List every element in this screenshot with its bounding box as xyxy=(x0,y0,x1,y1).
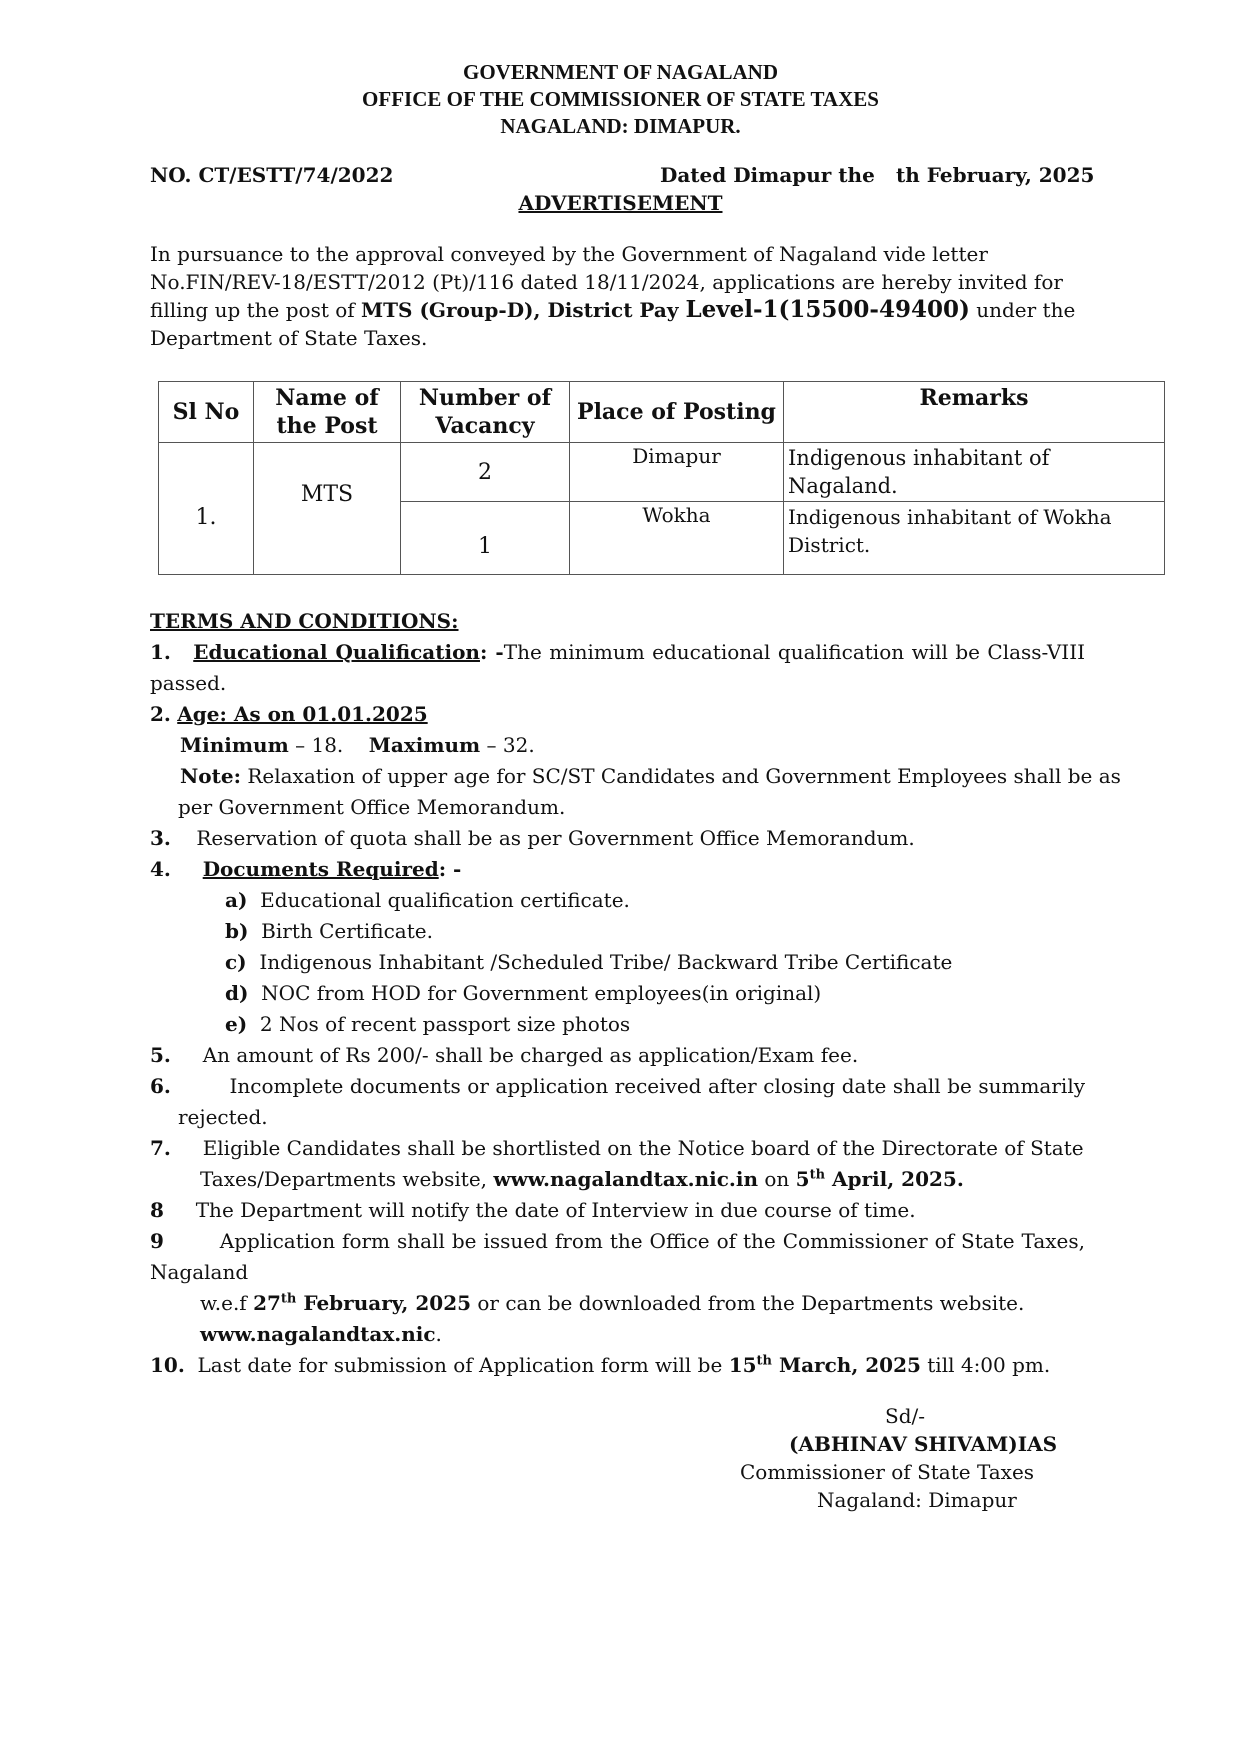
header-vacancy: Number of Vacancy xyxy=(401,382,570,443)
term-5: 5. An amount of Rs 200/- shall be charged as application/Exam fee. xyxy=(150,1043,859,1067)
header-remarks: Remarks xyxy=(784,382,1165,443)
term-2: 2. Age: As on 01.01.2025 xyxy=(150,702,428,726)
term-9-continued: Nagaland xyxy=(150,1260,249,1284)
document-item: c) Indigenous Inhabitant /Scheduled Tribe/ Backward Tribe Certificate xyxy=(225,950,953,974)
header-line-1: GOVERNMENT OF NAGALAND xyxy=(462,60,778,84)
term-2-age-limits: Minimum – 18. Maximum – 32. xyxy=(180,733,535,757)
signatory-designation: Commissioner of State Taxes xyxy=(740,1460,1035,1484)
term-9-website: www.nagalandtax.nic. xyxy=(200,1322,442,1346)
cell-post-name: MTS xyxy=(254,443,401,575)
cell-sl-no: 1. xyxy=(159,443,254,575)
website-link[interactable]: www.nagalandtax.nic xyxy=(200,1322,436,1346)
term-1-continued: passed. xyxy=(150,671,227,695)
document-item: b) Birth Certificate. xyxy=(225,919,433,943)
cell-place: Dimapur xyxy=(570,443,784,502)
dated-prefix: Dated Dimapur the xyxy=(660,163,875,187)
signatory-name: (ABHINAV SHIVAM)IAS xyxy=(789,1432,1058,1456)
table-header-row xyxy=(159,382,1165,443)
terms-and-conditions xyxy=(150,606,1121,1381)
cell-vacancy: 2 xyxy=(401,443,570,502)
signatory-place: Nagaland: Dimapur xyxy=(817,1488,1017,1512)
term-2-note-continued: per Government Office Memorandum. xyxy=(178,795,566,819)
term-6: 6. Incomplete documents or application received after closing date shall be summarily xyxy=(150,1074,1086,1098)
header-post-name: Name of the Post xyxy=(254,382,401,443)
header-line-3: NAGALAND: DIMAPUR. xyxy=(500,114,741,138)
terms-heading: TERMS AND CONDITIONS: xyxy=(150,609,459,633)
term-9: 9 Application form shall be issued from the Office of the Commissioner of State Taxes, xyxy=(150,1229,1085,1253)
term-6-continued: rejected. xyxy=(178,1105,268,1129)
website-link[interactable]: www.nagalandtax.nic.in xyxy=(493,1167,759,1191)
document-item: d) NOC from HOD for Government employees(in original) xyxy=(225,981,822,1005)
reference-number: NO. CT/ESTT/74/2022 xyxy=(150,163,394,187)
term-8: 8 The Department will notify the date of Interview in due course of time. xyxy=(150,1198,916,1222)
document-item: e) 2 Nos of recent passport size photos xyxy=(225,1012,631,1036)
dated-suffix: th February, 2025 xyxy=(896,163,1095,187)
term-10: 10. Last date for submission of Application form will be 15th March, 2025 till 4:00 pm. xyxy=(150,1353,1051,1377)
cell-remarks: Indigenous inhabitant of Nagaland. xyxy=(784,443,1165,502)
cell-place: Wokha xyxy=(570,502,784,575)
cell-vacancy: 1 xyxy=(401,502,570,575)
table-row xyxy=(159,443,1165,502)
term-9-wef: w.e.f 27th February, 2025 or can be downloaded from the Departments website. xyxy=(200,1291,1025,1315)
intro-paragraph: In pursuance to the approval conveyed by the Government of Nagaland vide letter No.FIN/REV-18/ESTT/2012 (Pt)/116 dated 18/11/2024, applications are hereby invited for filling up the post of MTS (Group-D), District Pay Level-1(15500-49400) under the Department of State Taxes. xyxy=(150,242,1076,350)
header-line-2: OFFICE OF THE COMMISSIONER OF STATE TAXES xyxy=(362,87,879,111)
term-1: 1. Educational Qualification: -The minimum educational qualification will be Class-VIII xyxy=(150,640,1085,664)
advertisement-title: ADVERTISEMENT xyxy=(518,191,723,215)
cell-remarks: Indigenous inhabitant of Wokha District. xyxy=(784,502,1165,575)
term-7: 7. Eligible Candidates shall be shortlisted on the Notice board of the Directorate of State xyxy=(150,1136,1084,1160)
document-item: a) Educational qualification certificate. xyxy=(225,888,630,912)
term-4: 4. Documents Required: - xyxy=(150,857,462,881)
term-2-note: Note: Relaxation of upper age for SC/ST Candidates and Government Employees shall be as xyxy=(180,764,1121,788)
header-place: Place of Posting xyxy=(570,382,784,443)
signature-sd: Sd/- xyxy=(885,1404,925,1428)
vacancy-table xyxy=(158,381,1165,575)
header-sl-no: Sl No xyxy=(159,382,254,443)
term-3: 3. Reservation of quota shall be as per Government Office Memorandum. xyxy=(150,826,915,850)
term-7-continued: Taxes/Departments website, www.nagalandtax.nic.in on 5th April, 2025. xyxy=(200,1167,964,1191)
